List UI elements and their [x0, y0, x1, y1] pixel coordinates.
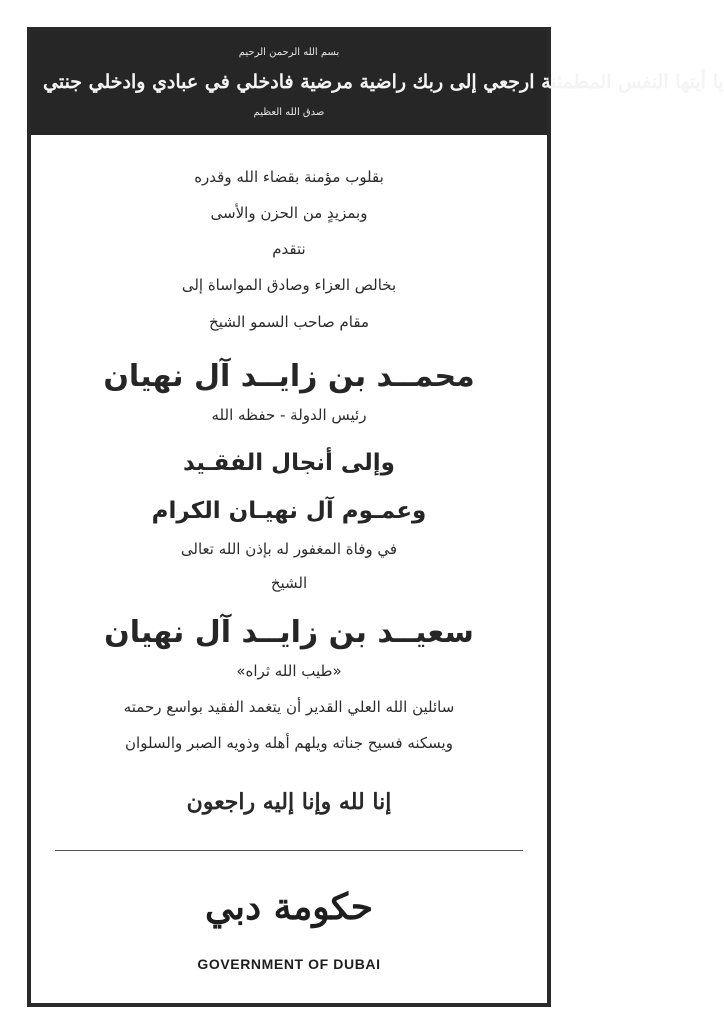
divider	[55, 850, 523, 851]
inna-lillah-calligraphy: إنا لله وإنا إليه راجعون	[186, 789, 392, 815]
message-line-4: بخالص العزاء وصادق المواساة إلى	[181, 276, 397, 294]
condolence-notice	[27, 27, 724, 1007]
message-line-2: وبمزيدٍ من الحزن والأسى	[210, 204, 368, 222]
uncles-line: وعمـوم آل نهيـان الكرام	[151, 498, 427, 524]
sons-line: وإلى أنجال الفقـيد	[183, 450, 395, 476]
sadaqa-allah: صدق الله العظيم	[253, 107, 325, 118]
government-of-dubai-logo-english: GOVERNMENT OF DUBAI	[197, 956, 381, 972]
deceased-intro: في وفاة المغفور له بإذن الله تعالى	[180, 540, 398, 558]
blessing: «طيب الله ثراه»	[236, 662, 342, 680]
message-line-1: بقلوب مؤمنة بقضاء الله وقدره	[194, 168, 384, 186]
government-of-dubai-logo-arabic: حكومة دبي	[205, 886, 373, 928]
deceased-name: سعيــد بن زايــد آل نهيان	[104, 615, 474, 650]
message-line-5: مقام صاحب السمو الشيخ	[209, 313, 369, 331]
prayer-line-2: ويسكنه فسيح جناته ويلهم أهله وذويه الصبر والسلوان	[125, 734, 453, 752]
president-name: محمــد بن زايــد آل نهيان	[103, 359, 475, 394]
prayer-line-1: سائلين الله العلي القدير أن يتغمد الفقيد بواسع رحمته	[123, 698, 455, 716]
president-title: رئيس الدولة - حفظه الله	[211, 406, 367, 424]
quran-verse: يا أيتها النفس المطمئنة ارجعي إلى ربك راضية مرضية فادخلي في عبادي وادخلي جنتي	[43, 71, 724, 93]
verse-header	[31, 31, 724, 135]
basmala: بسم الله الرحمن الرحيم	[238, 47, 340, 58]
sheikh-title: الشيخ	[270, 574, 308, 592]
message-line-3: نتقدم	[272, 240, 306, 258]
